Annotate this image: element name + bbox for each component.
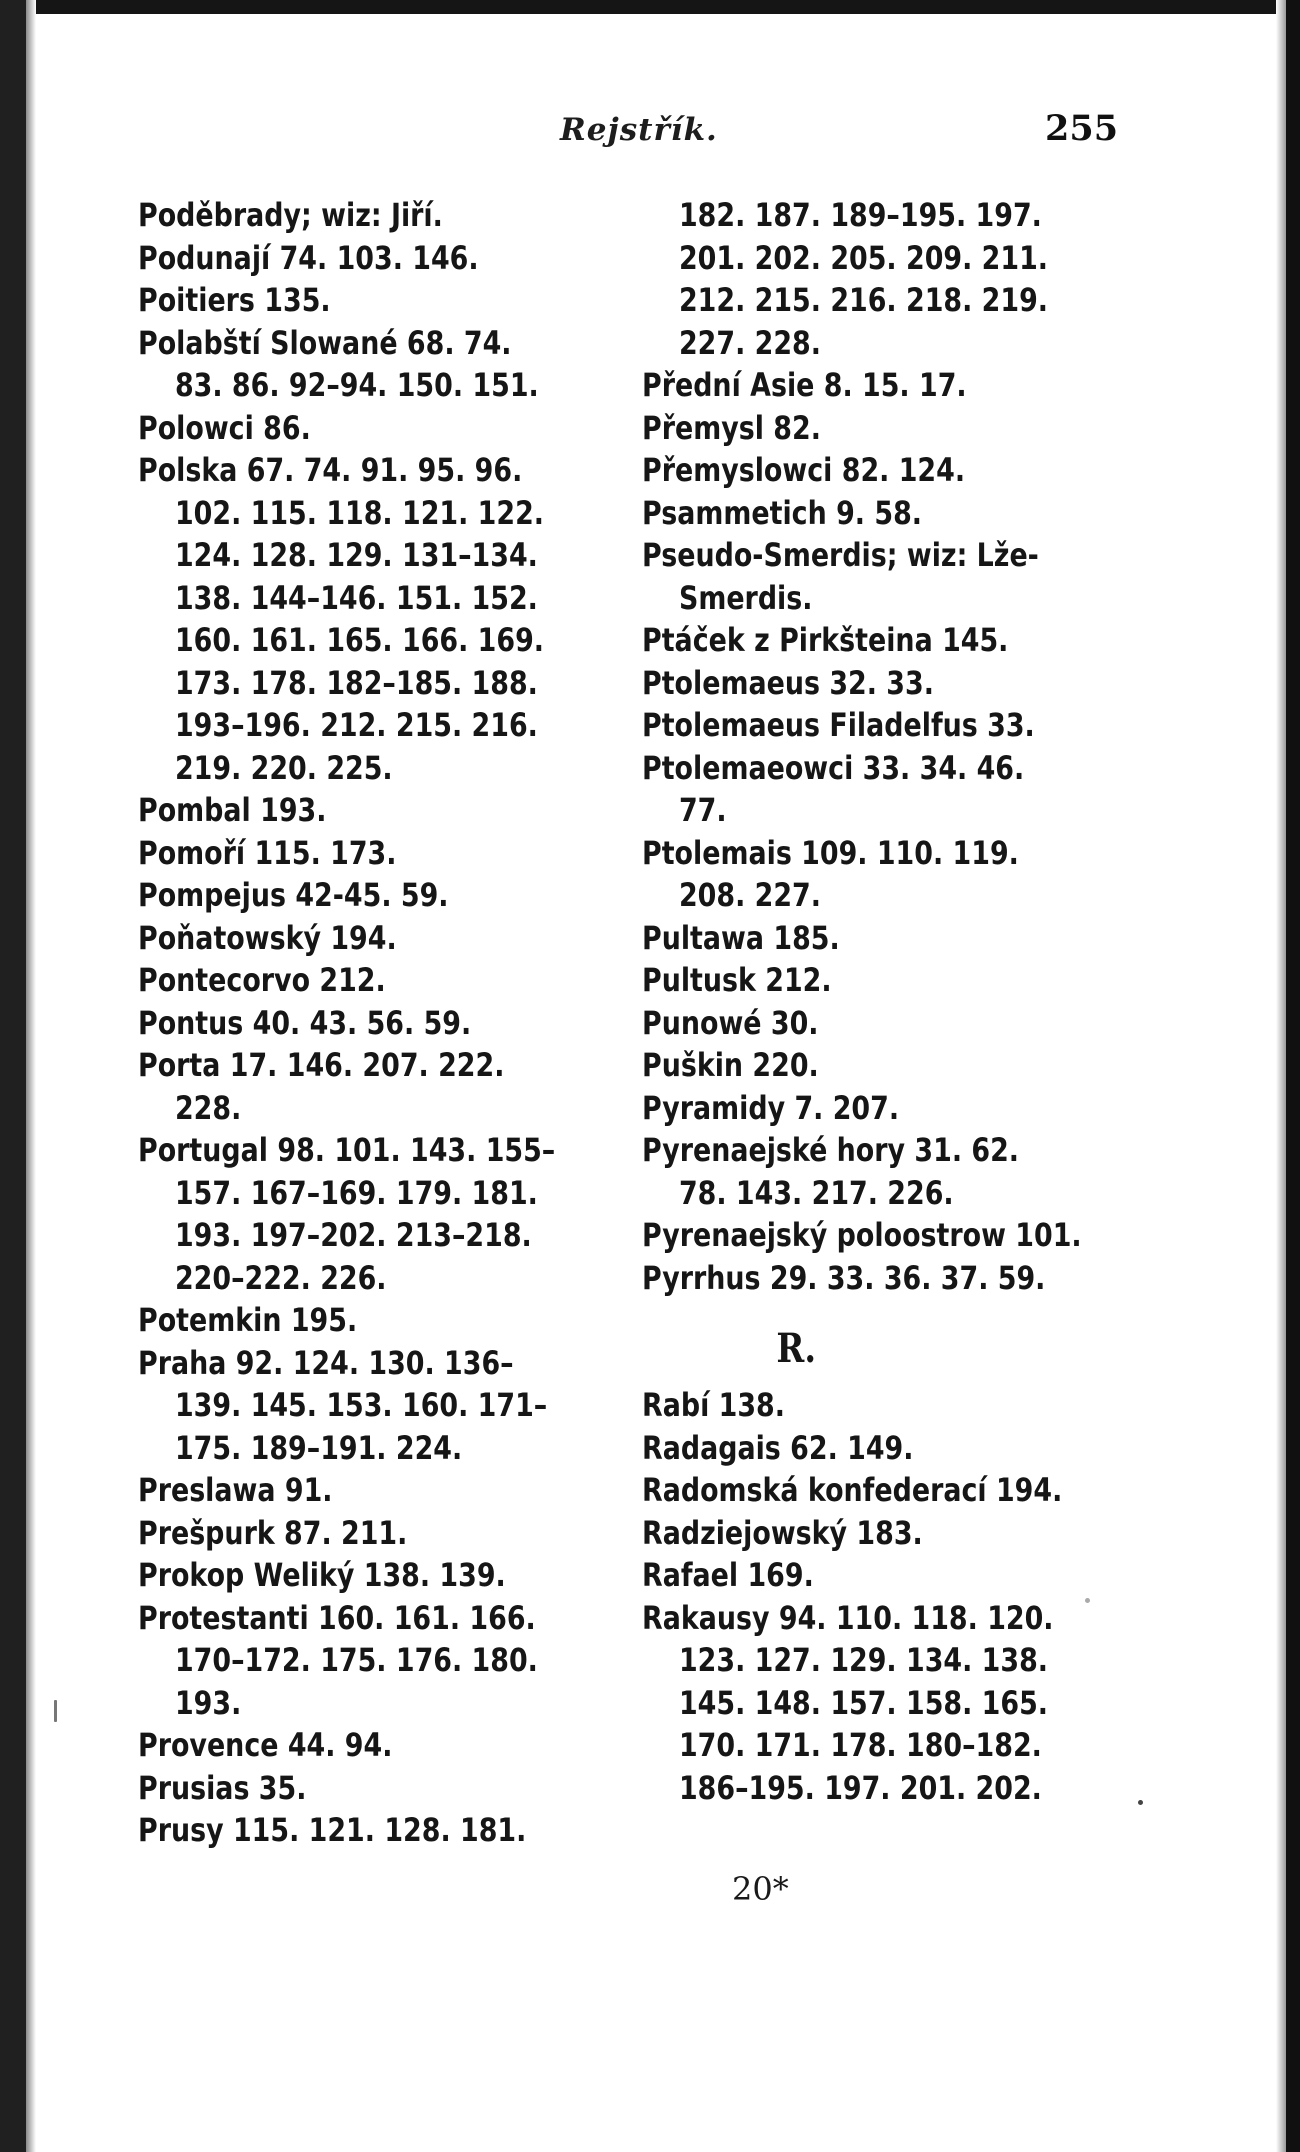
- index-column-right: [642, 194, 1082, 1809]
- index-entry-line: Prusy 115. 121. 128. 181.: [138, 1811, 527, 1849]
- index-entry-line: Přední Asie 8. 15. 17.: [642, 366, 967, 404]
- index-entry-line: 186–195. 197. 201. 202.: [678, 1768, 1042, 1807]
- index-entry-line: Poitiers 135.: [138, 281, 331, 319]
- index-entry-line: Psammetich 9. 58.: [642, 493, 922, 532]
- index-entry-line: 208. 227.: [678, 876, 821, 914]
- index-entry-line: Polska 67. 74. 91. 95. 96.: [138, 451, 523, 489]
- section-heading: R.: [776, 1325, 817, 1372]
- index-entry-line: Pomoří 115. 173.: [138, 833, 397, 872]
- index-entry-line: Prusias 35.: [138, 1768, 307, 1807]
- index-entry-line: 170–172. 175. 176. 180.: [174, 1641, 538, 1679]
- index-entry-line: Pyrenaejský poloostrow 101.: [642, 1216, 1082, 1254]
- index-entry-line: Přemyslowci 82. 124.: [642, 451, 966, 489]
- index-entry-line: 170. 171. 178. 180–182.: [678, 1726, 1042, 1764]
- index-entry-line: Poňatowský 194.: [138, 918, 397, 957]
- index-entry-line: 77.: [678, 791, 727, 829]
- scan-edge-right-shade: [1276, 0, 1286, 2152]
- index-entry-line: 78. 143. 217. 226.: [678, 1173, 954, 1212]
- index-entry-line: 212. 215. 216. 218. 219.: [678, 281, 1048, 319]
- index-entry-line: Rakausy 94. 110. 118. 120.: [642, 1598, 1054, 1637]
- index-entry-line: 227. 228.: [678, 323, 821, 362]
- index-entry-line: 123. 127. 129. 134. 138.: [678, 1641, 1048, 1679]
- index-entry-line: Přemysl 82.: [642, 408, 821, 447]
- index-entry-line: 219. 220. 225.: [174, 748, 393, 787]
- index-entry-line: Porta 17. 146. 207. 222.: [138, 1046, 505, 1084]
- index-entry-line: 139. 145. 153. 160. 171–: [174, 1386, 548, 1424]
- scan-edge-left: [0, 0, 26, 2152]
- index-entry-line: Rabí 138.: [642, 1386, 785, 1424]
- index-entry-line: 138. 144–146. 151. 152.: [174, 578, 538, 617]
- signature-mark: 20*: [732, 1870, 789, 1908]
- scan-speck: [54, 1700, 57, 1722]
- index-entry-line: Prešpurk 87. 211.: [138, 1513, 408, 1552]
- index-entry-line: Podunají 74. 103. 146.: [138, 238, 479, 277]
- scan-edge-top: [0, 0, 1300, 14]
- index-entry-line: Prokop Weliký 138. 139.: [138, 1556, 506, 1594]
- index-entry-line: Protestanti 160. 161. 166.: [138, 1598, 536, 1637]
- index-entry-line: 160. 161. 165. 166. 169.: [174, 621, 544, 659]
- index-entry-line: Pontecorvo 212.: [138, 961, 386, 999]
- index-entry-line: 193. 197–202. 213–218.: [174, 1216, 532, 1254]
- index-entry-line: Ptolemais 109. 110. 119.: [642, 833, 1019, 872]
- index-entry-line: Radomská konfederací 194.: [642, 1471, 1063, 1509]
- index-entry-line: Pompejus 42-45. 59.: [138, 876, 449, 914]
- index-entry-line: Ptolemaeowci 33. 34. 46.: [642, 748, 1025, 787]
- index-entry-line: Pseudo-Smerdis; wiz: Lže-: [642, 536, 1039, 574]
- index-entry-line: Smerdis.: [678, 578, 813, 617]
- index-entry-line: 220–222. 226.: [174, 1258, 387, 1297]
- index-column-left: [138, 194, 555, 1852]
- index-entry-line: 182. 187. 189–195. 197.: [678, 196, 1042, 234]
- index-entry-line: 173. 178. 182–185. 188.: [174, 663, 538, 702]
- index-entry-line: Poděbrady; wiz: Jiří.: [138, 196, 443, 234]
- index-entry-line: Polabští Slowané 68. 74.: [138, 323, 512, 362]
- index-entry-line: Pombal 193.: [138, 791, 327, 829]
- index-entry-line: Pyrenaejské hory 31. 62.: [642, 1131, 1020, 1169]
- index-entry-line: 83. 86. 92–94. 150. 151.: [174, 366, 539, 404]
- index-entry-line: Ptolemaeus 32. 33.: [642, 663, 934, 702]
- index-entry-line: Pyramidy 7. 207.: [642, 1088, 900, 1127]
- index-entry-line: Pultusk 212.: [642, 961, 832, 999]
- scan-speck: [1138, 1800, 1143, 1805]
- index-entry-line: 201. 202. 205. 209. 211.: [678, 238, 1048, 277]
- index-entry-line: 157. 167–169. 179. 181.: [174, 1173, 538, 1212]
- page-number: 255: [1045, 108, 1119, 149]
- index-entry-line: Praha 92. 124. 130. 136–: [138, 1343, 514, 1382]
- scan-edge-right: [1286, 0, 1300, 2152]
- index-entry-line: Pultawa 185.: [642, 918, 840, 957]
- index-entry-line: Provence 44. 94.: [138, 1726, 393, 1764]
- index-entry-line: Pontus 40. 43. 56. 59.: [138, 1003, 472, 1042]
- index-entry-line: Radziejowský 183.: [642, 1513, 923, 1552]
- index-entry-line: 124. 128. 129. 131–134.: [174, 536, 538, 574]
- index-entry-line: 175. 189–191. 224.: [174, 1428, 463, 1467]
- index-entry-line: Polowci 86.: [138, 408, 311, 447]
- scan-edge-left-shade: [26, 0, 36, 2152]
- index-entry-line: Radagais 62. 149.: [642, 1428, 914, 1467]
- running-title: Rejstřík.: [560, 112, 718, 148]
- index-entry-line: 193.: [174, 1683, 242, 1722]
- index-entry-line: 193–196. 212. 215. 216.: [174, 706, 538, 744]
- index-entry-line: Punowé 30.: [642, 1003, 819, 1042]
- index-entry-line: Preslawa 91.: [138, 1471, 333, 1509]
- index-entry-line: 145. 148. 157. 158. 165.: [678, 1683, 1048, 1722]
- index-entry-line: Puškin 220.: [642, 1046, 819, 1084]
- index-entry-line: Ptáček z Pirkšteina 145.: [642, 621, 1009, 659]
- index-entry-line: Portugal 98. 101. 143. 155–: [138, 1131, 556, 1169]
- index-entry-line: Rafael 169.: [642, 1556, 814, 1594]
- scan-speck: [1085, 1598, 1090, 1603]
- index-entry-line: 228.: [174, 1088, 242, 1127]
- index-entry-line: 102. 115. 118. 121. 122.: [174, 493, 544, 532]
- index-entry-line: Pyrrhus 29. 33. 36. 37. 59.: [642, 1258, 1046, 1297]
- index-entry-line: Ptolemaeus Filadelfus 33.: [642, 706, 1035, 744]
- index-entry-line: Potemkin 195.: [138, 1301, 358, 1339]
